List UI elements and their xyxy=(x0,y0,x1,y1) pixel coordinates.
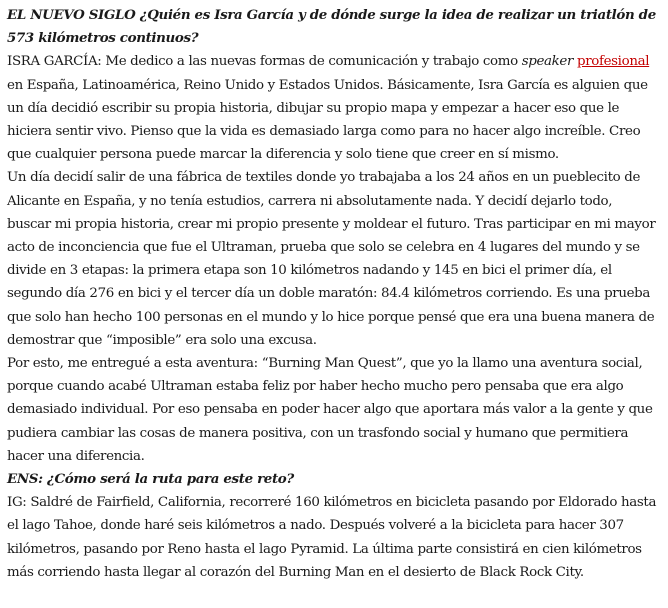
profesional-link[interactable]: profesional xyxy=(576,54,650,70)
article-body xyxy=(7,4,657,584)
interview-answer-1 xyxy=(7,50,657,166)
answer-1-intro: ISRA GARCÍA: Me dedico a las nuevas formas de comunicación y trabajo como xyxy=(7,54,522,70)
answer-paragraph-2: Un día decidí salir de una fábrica de textiles donde yo trabajaba a los 24 años en un pueblecito de Alicante en España, y no tenía estudios, carrera ni absolutamente nada. Y decidí dejarlo todo, buscar mi propia historia, crear mi propio presente y moldear el futuro. Tras participar en mi mayor acto de inconciencia que fue el Ultraman, prueba que solo se celebra en 4 lugares del mundo y se divide en 3 etapas: la primera etapa son 10 kilómetros nadando y 145 en bici el primer día, el segundo día 276 en bici y el tercer día un doble maratón: 84.4 kilómetros corriendo. Es una prueba que solo han hecho 100 personas en el mundo y lo hice porque pensé que era una buena manera de demostrar que “imposible” era solo una excusa. xyxy=(7,170,656,348)
interview-question-1: EL NUEVO SIGLO ¿Quién es Isra García y de dónde surge la idea de realizar un triatlón de 573 kilómetros continuos? xyxy=(7,7,656,47)
answer-1-rest: en España, Latinoamérica, Reino Unido y Estados Unidos. Básicamente, Isra García es alguien que un día decidió escribir su propia historia, dibujar su propio mapa y empezar a hacer eso que le hiciera sentir vivo. Pienso que la vida es demasiado larga como para no hacer algo increíble. Creo que cualquier persona puede marcar la diferencia y solo tiene que creer en sí mismo. xyxy=(7,77,648,163)
answer-1-emphasis: speaker xyxy=(521,54,574,70)
interview-question-2: ENS: ¿Cómo será la ruta para este reto? xyxy=(7,471,294,488)
answer-paragraph-3: Por esto, me entregué a esta aventura: “Burning Man Quest”, que yo la llamo una aventura social, porque cuando acabé Ultraman estaba feliz por haber hecho mucho pero pensaba que era algo demasiado individual. Por eso pensaba en poder hacer algo que aportara más valor a la gente y que pudiera cambiar las cosas de manera positiva, con un trasfondo social y humano que permitiera hacer una diferencia. xyxy=(7,356,653,464)
interview-answer-2: IG: Saldré de Fairfield, California, recorreré 160 kilómetros en bicicleta pasando por Eldorado hasta el lago Tahoe, donde haré seis kilómetros a nado. Después volveré a la bicicleta para hacer 307 kilómetros, pasando por Reno hasta el lago Pyramid. La última parte consistirá en cien kilómetros más corriendo hasta llegar al corazón del Burning Man en el desierto de Black Rock City. xyxy=(7,495,657,580)
